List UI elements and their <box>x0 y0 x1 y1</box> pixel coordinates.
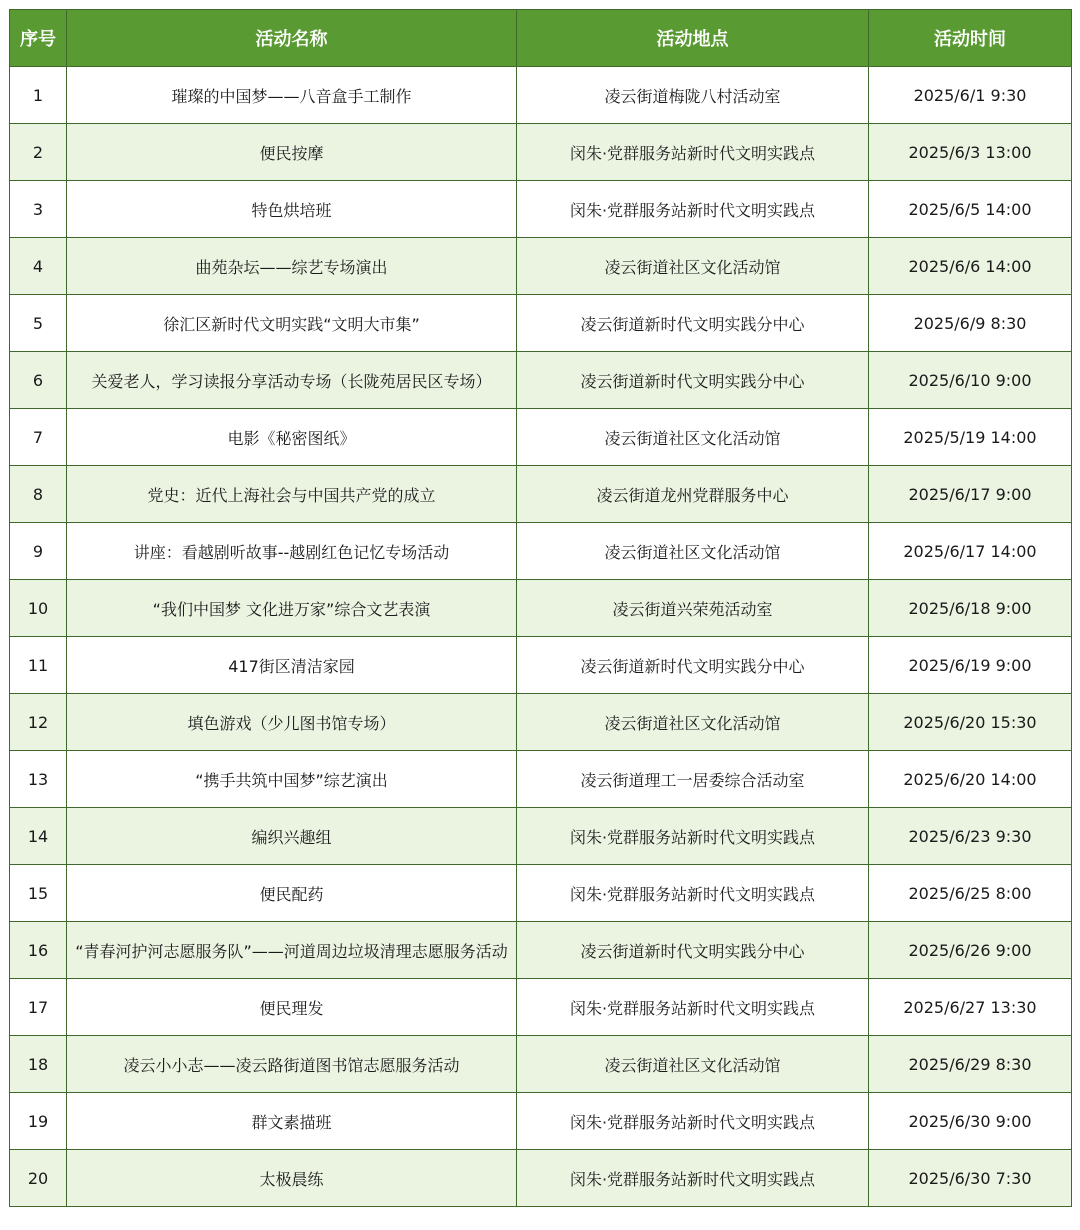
cell-activity-time: 2025/5/19 14:00 <box>869 409 1072 466</box>
cell-index: 16 <box>10 922 67 979</box>
table-row <box>10 523 1072 580</box>
cell-activity-location: 闵朱·党群服务站新时代文明实践点 <box>517 865 869 922</box>
cell-activity-name: 群文素描班 <box>67 1093 517 1150</box>
table-row <box>10 580 1072 637</box>
cell-activity-time: 2025/6/23 9:30 <box>869 808 1072 865</box>
table-row <box>10 238 1072 295</box>
cell-activity-time: 2025/6/29 8:30 <box>869 1036 1072 1093</box>
cell-index: 20 <box>10 1150 67 1207</box>
activity-table <box>9 9 1072 1207</box>
cell-index: 8 <box>10 466 67 523</box>
cell-activity-time: 2025/6/17 9:00 <box>869 466 1072 523</box>
table-row <box>10 1036 1072 1093</box>
cell-activity-time: 2025/6/18 9:00 <box>869 580 1072 637</box>
cell-activity-location: 凌云街道社区文化活动馆 <box>517 694 869 751</box>
cell-activity-location: 闵朱·党群服务站新时代文明实践点 <box>517 979 869 1036</box>
cell-activity-time: 2025/6/20 15:30 <box>869 694 1072 751</box>
header-activity-time: 活动时间 <box>869 10 1072 67</box>
cell-activity-time: 2025/6/20 14:00 <box>869 751 1072 808</box>
cell-activity-name: 凌云小小志——凌云路街道图书馆志愿服务活动 <box>67 1036 517 1093</box>
cell-activity-name: 太极晨练 <box>67 1150 517 1207</box>
cell-activity-name: 电影《秘密图纸》 <box>67 409 517 466</box>
cell-index: 19 <box>10 1093 67 1150</box>
cell-activity-name: “我们中国梦 文化进万家”综合文艺表演 <box>67 580 517 637</box>
cell-activity-time: 2025/6/30 7:30 <box>869 1150 1072 1207</box>
cell-activity-name: 填色游戏（少儿图书馆专场） <box>67 694 517 751</box>
table-row <box>10 751 1072 808</box>
cell-index: 11 <box>10 637 67 694</box>
table-row <box>10 67 1072 124</box>
cell-activity-name: 关爱老人，学习读报分享活动专场（长陇苑居民区专场） <box>67 352 517 409</box>
cell-index: 13 <box>10 751 67 808</box>
cell-activity-time: 2025/6/25 8:00 <box>869 865 1072 922</box>
cell-activity-location: 凌云街道社区文化活动馆 <box>517 409 869 466</box>
table-row <box>10 694 1072 751</box>
cell-activity-location: 闵朱·党群服务站新时代文明实践点 <box>517 124 869 181</box>
cell-activity-location: 凌云街道新时代文明实践分中心 <box>517 637 869 694</box>
table-row <box>10 808 1072 865</box>
cell-activity-location: 凌云街道龙州党群服务中心 <box>517 466 869 523</box>
cell-activity-name: 党史：近代上海社会与中国共产党的成立 <box>67 466 517 523</box>
table-row <box>10 1093 1072 1150</box>
table-row <box>10 181 1072 238</box>
cell-index: 10 <box>10 580 67 637</box>
cell-activity-name: 特色烘培班 <box>67 181 517 238</box>
cell-activity-location: 闵朱·党群服务站新时代文明实践点 <box>517 1093 869 1150</box>
cell-activity-name: 便民理发 <box>67 979 517 1036</box>
cell-activity-name: 曲苑杂坛——综艺专场演出 <box>67 238 517 295</box>
cell-activity-location: 凌云街道梅陇八村活动室 <box>517 67 869 124</box>
table-row <box>10 295 1072 352</box>
cell-index: 12 <box>10 694 67 751</box>
cell-activity-name: 便民按摩 <box>67 124 517 181</box>
cell-index: 7 <box>10 409 67 466</box>
cell-activity-time: 2025/6/5 14:00 <box>869 181 1072 238</box>
cell-activity-name: 便民配药 <box>67 865 517 922</box>
cell-activity-name: 徐汇区新时代文明实践“文明大市集” <box>67 295 517 352</box>
cell-activity-name: 417街区清洁家园 <box>67 637 517 694</box>
cell-index: 14 <box>10 808 67 865</box>
table-row <box>10 409 1072 466</box>
cell-index: 1 <box>10 67 67 124</box>
header-index: 序号 <box>10 10 67 67</box>
cell-index: 17 <box>10 979 67 1036</box>
cell-activity-time: 2025/6/6 14:00 <box>869 238 1072 295</box>
cell-activity-time: 2025/6/9 8:30 <box>869 295 1072 352</box>
header-activity-name: 活动名称 <box>67 10 517 67</box>
cell-activity-location: 凌云街道社区文化活动馆 <box>517 1036 869 1093</box>
table-row <box>10 922 1072 979</box>
table-row <box>10 352 1072 409</box>
cell-activity-location: 凌云街道理工一居委综合活动室 <box>517 751 869 808</box>
cell-activity-location: 凌云街道新时代文明实践分中心 <box>517 352 869 409</box>
header-row <box>10 10 1072 67</box>
cell-index: 6 <box>10 352 67 409</box>
cell-activity-location: 闵朱·党群服务站新时代文明实践点 <box>517 1150 869 1207</box>
cell-index: 5 <box>10 295 67 352</box>
cell-activity-name: 璀璨的中国梦——八音盒手工制作 <box>67 67 517 124</box>
cell-activity-time: 2025/6/3 13:00 <box>869 124 1072 181</box>
cell-activity-time: 2025/6/17 14:00 <box>869 523 1072 580</box>
cell-index: 2 <box>10 124 67 181</box>
cell-activity-time: 2025/6/10 9:00 <box>869 352 1072 409</box>
cell-activity-location: 凌云街道新时代文明实践分中心 <box>517 295 869 352</box>
cell-activity-time: 2025/6/19 9:00 <box>869 637 1072 694</box>
cell-activity-time: 2025/6/1 9:30 <box>869 67 1072 124</box>
cell-activity-time: 2025/6/30 9:00 <box>869 1093 1072 1150</box>
cell-activity-time: 2025/6/27 13:30 <box>869 979 1072 1036</box>
header-activity-location: 活动地点 <box>517 10 869 67</box>
table-row <box>10 979 1072 1036</box>
cell-activity-name: 编织兴趣组 <box>67 808 517 865</box>
cell-activity-location: 凌云街道新时代文明实践分中心 <box>517 922 869 979</box>
cell-activity-location: 凌云街道兴荣苑活动室 <box>517 580 869 637</box>
table-row <box>10 637 1072 694</box>
cell-activity-time: 2025/6/26 9:00 <box>869 922 1072 979</box>
cell-index: 15 <box>10 865 67 922</box>
table-row <box>10 1150 1072 1207</box>
table-row <box>10 865 1072 922</box>
cell-activity-name: 讲座：看越剧听故事--越剧红色记忆专场活动 <box>67 523 517 580</box>
table-row <box>10 124 1072 181</box>
cell-activity-name: “携手共筑中国梦”综艺演出 <box>67 751 517 808</box>
cell-activity-location: 闵朱·党群服务站新时代文明实践点 <box>517 808 869 865</box>
cell-index: 4 <box>10 238 67 295</box>
cell-activity-location: 闵朱·党群服务站新时代文明实践点 <box>517 181 869 238</box>
cell-index: 3 <box>10 181 67 238</box>
cell-activity-location: 凌云街道社区文化活动馆 <box>517 523 869 580</box>
cell-index: 9 <box>10 523 67 580</box>
activity-schedule <box>9 9 1071 1207</box>
table-body <box>10 67 1072 1207</box>
cell-index: 18 <box>10 1036 67 1093</box>
table-row <box>10 466 1072 523</box>
cell-activity-name: “青春河护河志愿服务队”——河道周边垃圾清理志愿服务活动 <box>67 922 517 979</box>
cell-activity-location: 凌云街道社区文化活动馆 <box>517 238 869 295</box>
